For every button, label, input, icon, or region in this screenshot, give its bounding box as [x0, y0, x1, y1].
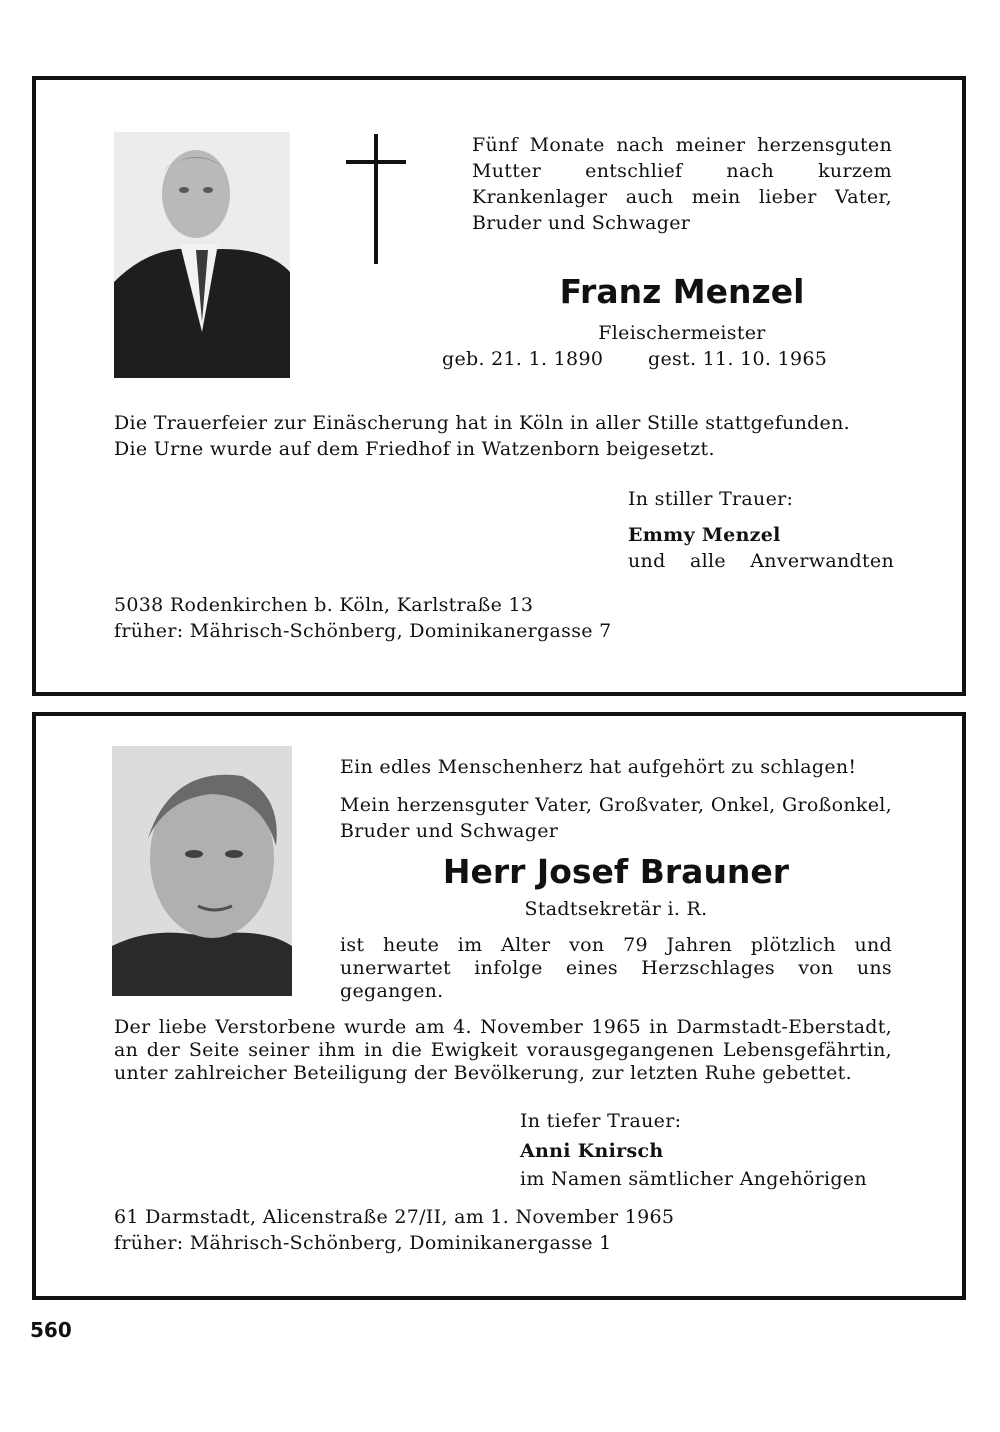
burial-text: Der liebe Verstorbene wurde am 4. November 1965 in Darmstadt-Eberstadt, an der Seite seiner ihm in die Ewigkeit vorausgegangenen Lebensgefährtin, unter zahlreicher Beteiligung der Bevölkerung, zur letzten Ruhe gebettet.	[114, 1016, 892, 1084]
intro-text: Mein herzensguter Vater, Großvater, Onkel, Großonkel, Bruder und Schwager	[340, 794, 892, 842]
deceased-name: Herr Josef Brauner	[442, 852, 790, 891]
portrait-photo-franz-menzel	[114, 132, 290, 378]
address-line-2: früher: Mährisch-Schönberg, Dominikanergasse 7	[114, 620, 612, 642]
obituary-notice-franz-menzel	[32, 76, 966, 696]
page-number: 560	[30, 1318, 72, 1342]
ceremony-text-line-2: Die Urne wurde auf dem Friedhof in Watzenborn beigesetzt.	[114, 438, 715, 460]
relatives-text: und alle Anverwandten	[628, 550, 894, 572]
mourner-name: Emmy Menzel	[628, 524, 781, 546]
portrait-photo-josef-brauner	[112, 746, 292, 996]
deceased-name: Franz Menzel	[559, 272, 805, 311]
ceremony-text-line-1: Die Trauerfeier zur Einäscherung hat in Köln in aller Stille stattgefunden.	[114, 412, 850, 434]
intro-text: Fünf Monate nach meiner herzensguten Mutter entschlief nach kurzem Krankenlager auch mein lieber Vater, Bruder und Schwager	[472, 134, 892, 234]
profession: Fleischermeister	[598, 322, 766, 344]
address-line-1: 5038 Rodenkirchen b. Köln, Karlstraße 13	[114, 594, 534, 616]
exclamation-text: Ein edles Menschenherz hat aufgehört zu schlagen!	[340, 756, 857, 778]
death-text: ist heute im Alter von 79 Jahren plötzlich und unerwartet infolge eines Herzschlages von uns gegangen.	[340, 934, 892, 1002]
death-date: gest. 11. 10. 1965	[648, 348, 828, 370]
address-line-2: früher: Mährisch-Schönberg, Dominikanergasse 1	[114, 1232, 612, 1254]
relatives-text: im Namen sämtlicher Angehörigen	[520, 1168, 867, 1190]
profession: Stadtsekretär i. R.	[524, 898, 708, 920]
obituary-notice-josef-brauner	[32, 712, 966, 1300]
mourning-label: In tiefer Trauer:	[520, 1110, 682, 1132]
mourner-name: Anni Knirsch	[520, 1140, 664, 1162]
birth-date: geb. 21. 1. 1890	[442, 348, 604, 370]
mourning-label: In stiller Trauer:	[628, 488, 794, 510]
address-line-1: 61 Darmstadt, Alicenstraße 27/II, am 1. November 1965	[114, 1206, 675, 1228]
